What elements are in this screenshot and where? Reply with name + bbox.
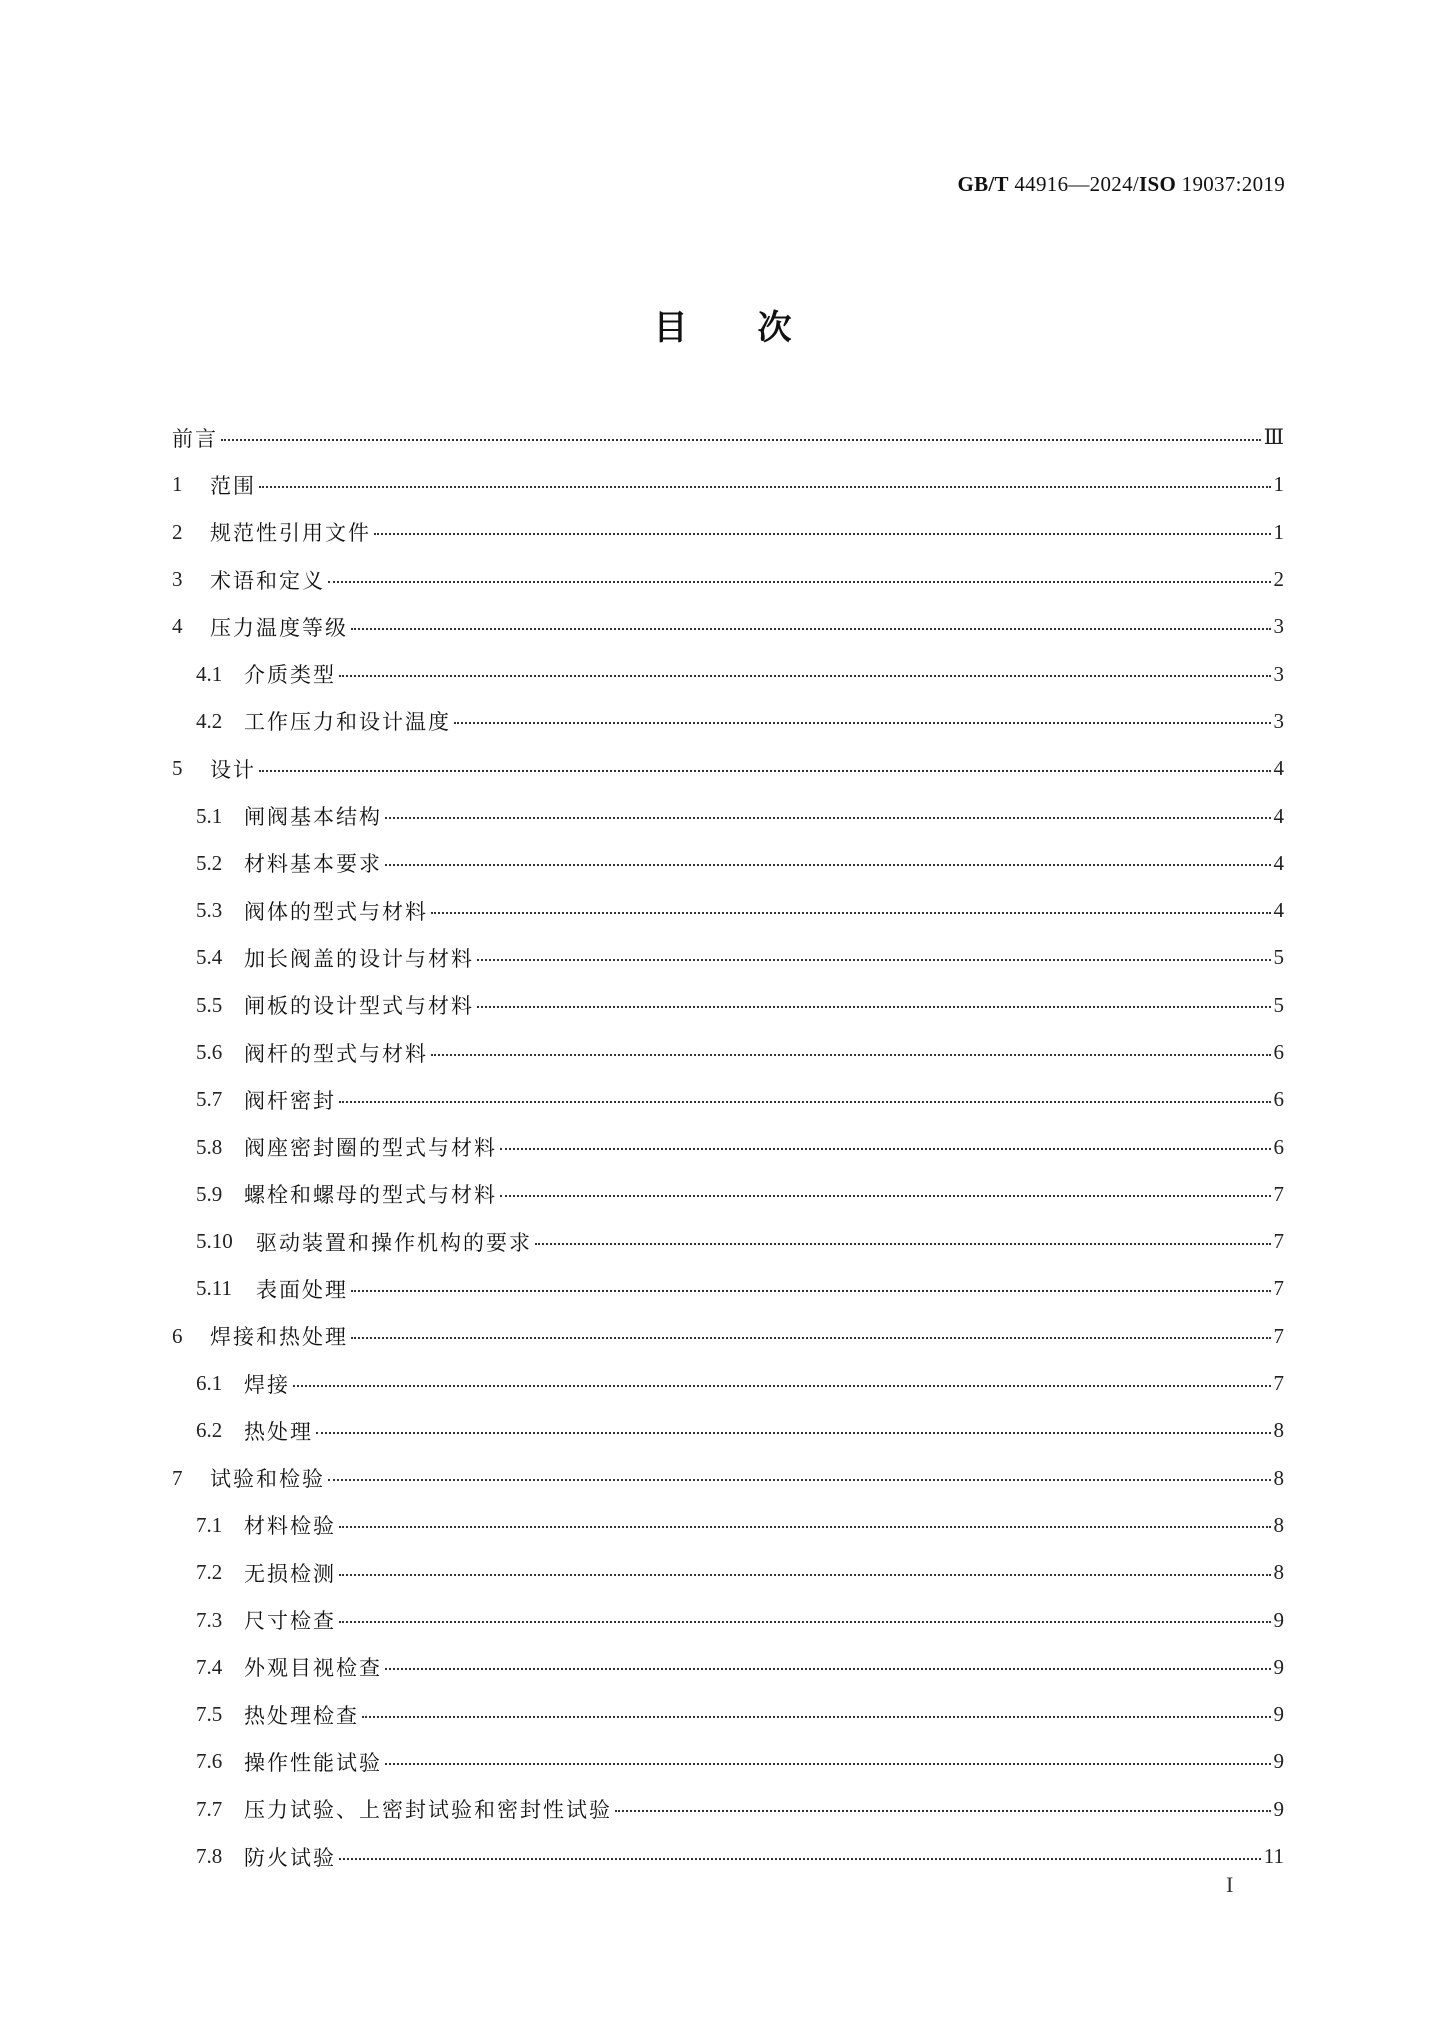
- toc-entry[interactable]: [172, 1407, 1284, 1454]
- toc-entry-page: 9: [1273, 1654, 1284, 1679]
- toc-entry-title: 阀座密封圈的型式与材料: [244, 1136, 497, 1161]
- toc-entry-page: 3: [1273, 708, 1284, 733]
- toc-entry[interactable]: [172, 603, 1284, 650]
- toc-entry[interactable]: [172, 934, 1284, 981]
- toc-entry-page: 8: [1273, 1465, 1284, 1490]
- toc-leader-dots: [374, 521, 1271, 543]
- toc-entry-number: 5: [172, 756, 183, 781]
- iso-number: 19037:2019: [1176, 172, 1285, 196]
- toc-entry-page: Ⅲ: [1263, 425, 1284, 450]
- toc-entry[interactable]: [172, 1076, 1284, 1123]
- toc-leader-dots: [316, 1420, 1271, 1442]
- toc-entry-title: 试验和检验: [210, 1467, 325, 1492]
- toc-leader-dots: [385, 1751, 1271, 1773]
- toc-entry-page: 6: [1273, 1040, 1284, 1064]
- toc-entry-page: 5: [1273, 945, 1284, 970]
- toc-entry-title: 驱动装置和操作机构的要求: [256, 1230, 532, 1255]
- toc-leader-dots: [339, 1514, 1271, 1536]
- toc-entry[interactable]: [172, 1360, 1284, 1407]
- toc-entry[interactable]: [172, 1549, 1284, 1596]
- toc-entry-number: 1: [172, 472, 183, 497]
- toc-leader-dots: [351, 1325, 1271, 1347]
- toc-entry-page: 8: [1273, 1512, 1284, 1537]
- toc-entry-page: 7: [1273, 1276, 1284, 1301]
- toc-entry-title: 热处理: [244, 1419, 313, 1444]
- toc-leader-dots: [454, 710, 1271, 732]
- toc-entry-number: 5.7: [196, 1087, 223, 1112]
- toc-entry-number: 3: [172, 567, 183, 592]
- toc-entry-page: 7: [1273, 1371, 1284, 1396]
- toc-entry-title: 闸板的设计型式与材料: [244, 994, 474, 1019]
- iso-prefix: ISO: [1139, 172, 1177, 196]
- toc-leader-dots: [362, 1704, 1271, 1726]
- toc-entry-number: 7: [172, 1465, 183, 1490]
- toc-entry[interactable]: [172, 1596, 1284, 1643]
- toc-leader-dots: [431, 900, 1271, 922]
- toc-entry-title: 设计: [210, 757, 256, 782]
- toc-entry-title: 工作压力和设计温度: [244, 710, 451, 735]
- toc-entry[interactable]: [172, 1171, 1284, 1218]
- toc-leader-dots: [385, 852, 1271, 874]
- toc-leader-dots: [339, 1609, 1271, 1631]
- toc-entry-number: 7.7: [196, 1796, 223, 1821]
- toc-entry-number: 5.2: [196, 850, 223, 875]
- toc-entry-title: 阀杆的型式与材料: [244, 1041, 428, 1066]
- toc-entry-title: 加长阀盖的设计与材料: [244, 946, 474, 971]
- toc-entry[interactable]: [172, 698, 1284, 745]
- toc-entry-title: 防火试验: [244, 1845, 336, 1870]
- toc-entry[interactable]: [172, 792, 1284, 839]
- toc-entry-number: 5.8: [196, 1134, 223, 1159]
- toc-leader-dots: [339, 663, 1271, 685]
- toc-leader-dots: [615, 1798, 1271, 1820]
- toc-entry-title: 压力温度等级: [210, 615, 348, 640]
- toc-entry-title: 前言: [172, 426, 218, 451]
- page-title: 目次: [653, 308, 862, 348]
- toc-entry-number: 5.5: [196, 992, 223, 1017]
- toc-entry-title: 材料检验: [244, 1514, 336, 1539]
- toc-entry-title: 压力试验、上密封试验和密封性试验: [244, 1798, 612, 1823]
- toc-leader-dots: [477, 947, 1271, 969]
- toc-entry-title: 阀杆密封: [244, 1088, 336, 1113]
- toc-entry-title: 阀体的型式与材料: [244, 899, 428, 924]
- toc-leader-dots: [293, 1373, 1271, 1395]
- toc-entry-page: 1: [1273, 519, 1284, 544]
- toc-entry-page: 7: [1273, 1323, 1284, 1348]
- toc-entry-page: 1: [1273, 472, 1284, 497]
- toc-entry[interactable]: [172, 414, 1284, 461]
- toc-entry[interactable]: [172, 461, 1284, 508]
- toc-entry[interactable]: [172, 1455, 1284, 1502]
- toc-entry-number: 7.5: [196, 1702, 223, 1727]
- toc-entry-title: 材料基本要求: [244, 852, 382, 877]
- toc-entry-title: 介质类型: [244, 663, 336, 688]
- toc-entry-page: 9: [1273, 1749, 1284, 1774]
- toc-entry[interactable]: [172, 1313, 1284, 1360]
- toc-entry-title: 操作性能试验: [244, 1750, 382, 1775]
- toc-entry-number: 6: [172, 1323, 183, 1348]
- toc-entry-number: 7.6: [196, 1749, 223, 1774]
- toc-entry-page: 5: [1273, 992, 1284, 1017]
- toc-leader-dots: [351, 616, 1271, 638]
- toc-entry[interactable]: [172, 1029, 1284, 1076]
- toc-leader-dots: [351, 1278, 1271, 1300]
- toc-leader-dots: [431, 1042, 1271, 1064]
- toc-entry-title: 焊接: [244, 1372, 290, 1397]
- toc-entry-number: 6.2: [196, 1418, 223, 1443]
- toc-entry[interactable]: [172, 982, 1284, 1029]
- toc-leader-dots: [221, 427, 1261, 449]
- toc-entry-number: 5.1: [196, 803, 223, 828]
- toc-entry-page: 8: [1273, 1418, 1284, 1443]
- toc-entry-page: 3: [1273, 661, 1284, 686]
- toc-entry-page: 7: [1273, 1181, 1284, 1206]
- toc-entry-number: 4.1: [196, 661, 223, 686]
- toc-entry-title: 无损检测: [244, 1561, 336, 1586]
- toc-entry-title: 焊接和热处理: [210, 1325, 348, 1350]
- toc-entry-page: 8: [1273, 1560, 1284, 1585]
- toc-leader-dots: [385, 805, 1271, 827]
- toc-leader-dots: [328, 569, 1271, 591]
- toc-entry-number: 4.2: [196, 708, 223, 733]
- toc-leader-dots: [500, 1136, 1271, 1158]
- standard-prefix: GB/T: [957, 172, 1009, 196]
- toc-entry[interactable]: [172, 1786, 1284, 1833]
- toc-leader-dots: [259, 474, 1271, 496]
- toc-entry-page: 9: [1273, 1607, 1284, 1632]
- standard-code-header: [957, 172, 1285, 197]
- toc-leader-dots: [535, 1231, 1271, 1253]
- toc-entry-title: 范围: [210, 473, 256, 498]
- toc-entry-page: 4: [1273, 803, 1284, 828]
- toc-entry[interactable]: [172, 1738, 1284, 1785]
- toc-entry-page: 6: [1273, 1087, 1284, 1112]
- toc-entry[interactable]: [172, 1644, 1284, 1691]
- toc-entry-number: 5.6: [196, 1040, 223, 1064]
- toc-entry-page: 4: [1273, 898, 1284, 923]
- toc-entry-title: 热处理检查: [244, 1703, 359, 1728]
- toc-leader-dots: [339, 1089, 1271, 1111]
- toc-leader-dots: [259, 758, 1271, 780]
- toc-entry[interactable]: [172, 1502, 1284, 1549]
- toc-entry-page: 4: [1273, 850, 1284, 875]
- toc-entry-number: 5.4: [196, 945, 223, 970]
- toc-entry-page: 7: [1273, 1229, 1284, 1254]
- toc-entry-page: 9: [1273, 1796, 1284, 1821]
- toc-entry-page: 9: [1273, 1702, 1284, 1727]
- toc-leader-dots: [339, 1562, 1271, 1584]
- toc-entry-number: 5.10: [196, 1229, 233, 1254]
- toc-entry-title: 螺栓和螺母的型式与材料: [244, 1183, 497, 1208]
- toc-entry-title: 术语和定义: [210, 568, 325, 593]
- toc-entry-page: 6: [1273, 1134, 1284, 1159]
- toc-entry-number: 7.1: [196, 1512, 223, 1537]
- toc-entry[interactable]: [172, 650, 1284, 697]
- toc-entry[interactable]: [172, 840, 1284, 887]
- toc-entry[interactable]: [172, 509, 1284, 556]
- toc-entry[interactable]: [172, 1123, 1284, 1170]
- toc-leader-dots: [328, 1467, 1271, 1489]
- toc-entry-page: 2: [1273, 567, 1284, 592]
- toc-entry[interactable]: [172, 1833, 1284, 1880]
- toc-entry-number: 7.8: [196, 1844, 223, 1869]
- toc-entry-title: 表面处理: [256, 1277, 348, 1302]
- page-number: I: [1226, 1872, 1234, 1897]
- toc-entry-number: 5.9: [196, 1181, 223, 1206]
- toc-entry-number: 4: [172, 614, 183, 639]
- toc-entry[interactable]: [172, 556, 1284, 603]
- toc-entry[interactable]: [172, 1265, 1284, 1312]
- toc-entry-number: 7.4: [196, 1654, 223, 1679]
- toc-entry-number: 5.11: [196, 1276, 232, 1301]
- table-of-contents: [172, 414, 1284, 1880]
- toc-entry-title: 规范性引用文件: [210, 521, 371, 546]
- toc-entry[interactable]: [172, 1218, 1284, 1265]
- toc-leader-dots: [385, 1656, 1271, 1678]
- toc-entry-number: 7.3: [196, 1607, 223, 1632]
- toc-entry-page: 4: [1273, 756, 1284, 781]
- toc-entry-title: 外观目视检查: [244, 1656, 382, 1681]
- toc-entry[interactable]: [172, 1691, 1284, 1738]
- toc-entry-number: 5.3: [196, 898, 223, 923]
- toc-leader-dots: [477, 994, 1271, 1016]
- toc-entry[interactable]: [172, 745, 1284, 792]
- standard-number: 44916—2024/: [1008, 172, 1140, 196]
- toc-entry-title: 尺寸检查: [244, 1609, 336, 1634]
- toc-entry-title: 闸阀基本结构: [244, 805, 382, 830]
- toc-entry-number: 6.1: [196, 1371, 223, 1396]
- toc-entry-number: 7.2: [196, 1560, 223, 1585]
- toc-entry-number: 2: [172, 519, 183, 544]
- toc-leader-dots: [500, 1183, 1271, 1205]
- toc-leader-dots: [339, 1846, 1261, 1868]
- toc-entry-page: 11: [1263, 1844, 1284, 1869]
- toc-entry[interactable]: [172, 887, 1284, 934]
- toc-entry-page: 3: [1273, 614, 1284, 639]
